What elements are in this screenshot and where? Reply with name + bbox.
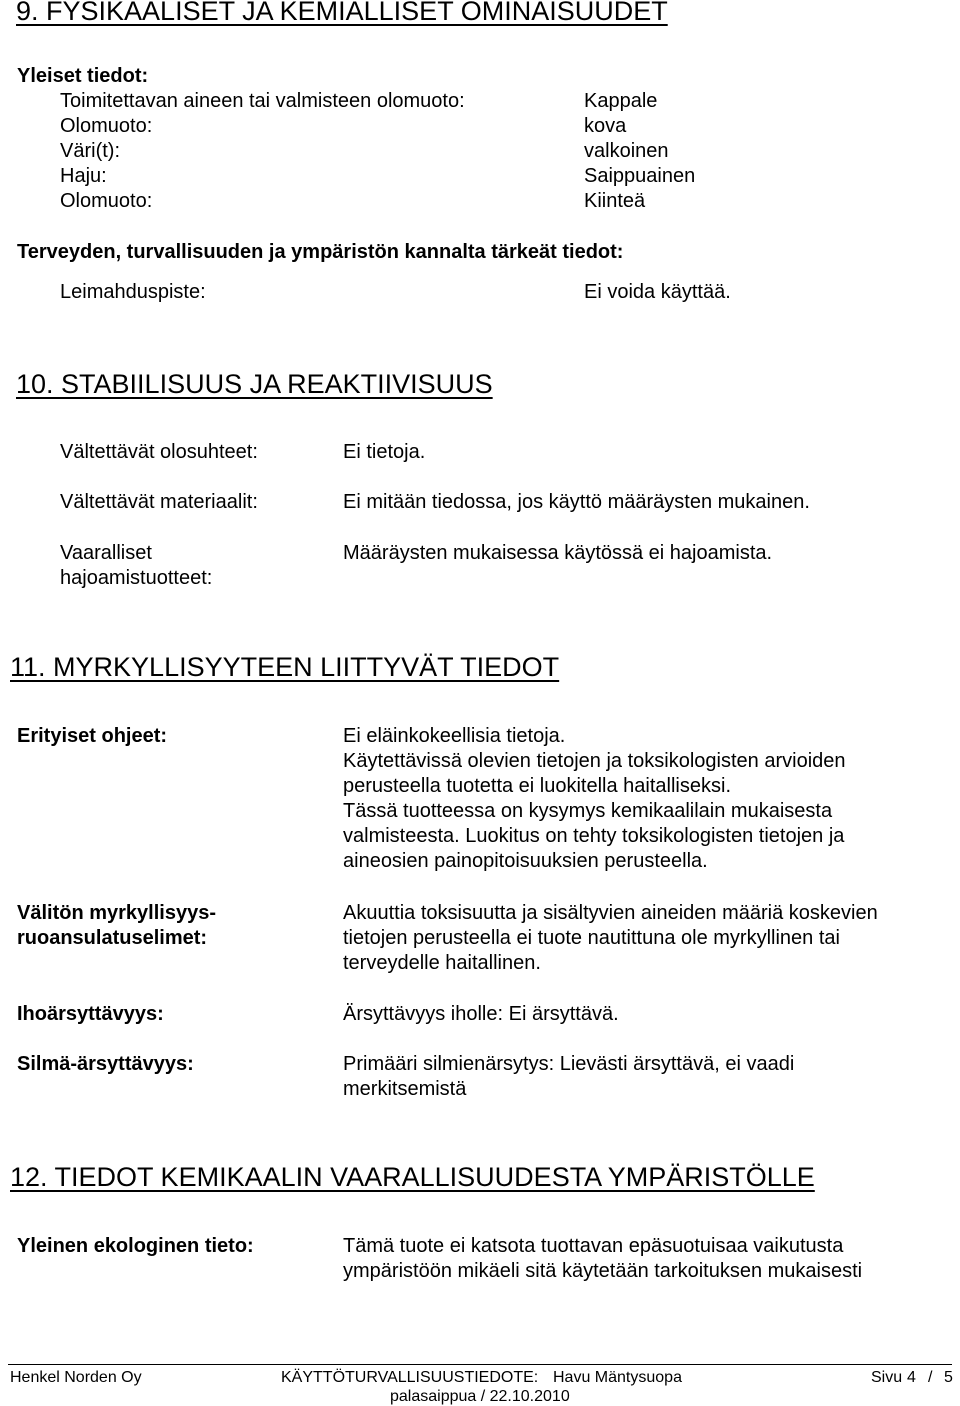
eye-irritation-label: Silmä-ärsyttävyys: xyxy=(17,1053,194,1075)
special-instructions-label: Erityiset ohjeet: xyxy=(17,725,168,747)
eye-irritation-value-line: Primääri silmienärsytys: Lievästi ärsyttävä, ei vaadi xyxy=(343,1053,795,1075)
section-9-heading: 9. FYSIKAALISET JA KEMIALLISET OMINAISUUDET xyxy=(16,0,668,26)
acute-oral-toxicity-value-line: tietojen perusteella ei tuote nautittuna ole myrkyllinen tai xyxy=(343,927,840,949)
special-instructions-value-line: Tässä tuotteessa on kysymys kemikaalilain mukaisesta xyxy=(343,800,833,822)
hazardous-decomposition-value: Määräysten mukaisessa käytössä ei hajoamista. xyxy=(343,542,773,564)
general-row-label: Haju: xyxy=(60,165,107,187)
general-row-value: Kiinteä xyxy=(584,190,646,212)
footer-doc-type: KÄYTTÖTURVALLISUUSTIEDOTE: xyxy=(281,1369,539,1386)
general-row-label: Toimitettavan aineen tai valmisteen olomuoto: xyxy=(60,90,465,112)
materials-to-avoid-value: Ei mitään tiedossa, jos käyttö määräysten mukainen. xyxy=(343,491,810,513)
conditions-to-avoid-value: Ei tietoja. xyxy=(343,441,426,463)
skin-irritation-value: Ärsyttävyys iholle: Ei ärsyttävä. xyxy=(343,1003,619,1025)
special-instructions-value-line: valmisteesta. Luokitus on tehty toksikologisten tietojen ja xyxy=(343,825,845,847)
footer-divider xyxy=(8,1364,952,1365)
footer-page-total: 5 xyxy=(944,1369,953,1386)
special-instructions-value-line: Käytettävissä olevien tietojen ja toksikologisten arvioiden xyxy=(343,750,846,772)
conditions-to-avoid-label: Vältettävät olosuhteet: xyxy=(60,441,258,463)
footer-page-current: 4 xyxy=(907,1369,916,1386)
acute-oral-toxicity-value-line: terveydelle haitallinen. xyxy=(343,952,541,974)
footer-page-separator: / xyxy=(928,1369,933,1386)
hazardous-decomposition-label: Vaaralliset xyxy=(60,542,152,564)
section-11-heading: 11. MYRKYLLISYYTEEN LIITTYVÄT TIEDOT xyxy=(10,652,560,682)
footer-product: Havu Mäntysuopa xyxy=(553,1369,682,1386)
health-info-title: Terveyden, turvallisuuden ja ympäristön kannalta tärkeät tiedot: xyxy=(17,241,624,263)
general-row-label: Väri(t): xyxy=(60,140,120,162)
flash-point-label: Leimahduspiste: xyxy=(60,281,206,303)
general-row-value: Saippuainen xyxy=(584,165,696,187)
general-row-label: Olomuoto: xyxy=(60,115,153,137)
acute-oral-toxicity-label: Välitön myrkyllisyys- xyxy=(17,902,216,924)
footer-page-label: Sivu xyxy=(871,1369,903,1386)
section-12-heading: 12. TIEDOT KEMIKAALIN VAARALLISUUDESTA YMPÄRISTÖLLE xyxy=(10,1162,815,1192)
hazardous-decomposition-label: hajoamistuotteet: xyxy=(60,567,213,589)
ecological-info-label: Yleinen ekologinen tieto: xyxy=(17,1235,254,1257)
general-info-title: Yleiset tiedot: xyxy=(17,65,149,87)
acute-oral-toxicity-label: ruoansulatuselimet: xyxy=(17,927,208,949)
ecological-info-value-line: ympäristöön mikäeli sitä käytetään tarkoituksen mukaisesti xyxy=(343,1260,863,1282)
eye-irritation-value-line: merkitsemistä xyxy=(343,1078,467,1100)
special-instructions-value-line: Ei eläinkokeellisia tietoja. xyxy=(343,725,566,747)
general-row-value: Kappale xyxy=(584,90,658,112)
footer-product-line2: palasaippua / 22.10.2010 xyxy=(390,1388,570,1405)
section-10-heading: 10. STABIILISUUS JA REAKTIIVISUUS xyxy=(16,369,493,399)
skin-irritation-label: Ihoärsyttävyys: xyxy=(17,1003,164,1025)
general-row-label: Olomuoto: xyxy=(60,190,153,212)
materials-to-avoid-label: Vältettävät materiaalit: xyxy=(60,491,258,513)
special-instructions-value-line: perusteella tuotetta ei luokitella haitalliseksi. xyxy=(343,775,731,797)
general-row-value: valkoinen xyxy=(584,140,669,162)
ecological-info-value-line: Tämä tuote ei katsota tuottavan epäsuotuisaa vaikutusta xyxy=(343,1235,844,1257)
general-row-value: kova xyxy=(584,115,627,137)
acute-oral-toxicity-value-line: Akuuttia toksisuutta ja sisältyvien aineiden määriä koskevien xyxy=(343,902,878,924)
special-instructions-value-line: aineosien painopitoisuuksien perusteella. xyxy=(343,850,708,872)
flash-point-value: Ei voida käyttää. xyxy=(584,281,731,303)
footer-company: Henkel Norden Oy xyxy=(10,1369,142,1386)
